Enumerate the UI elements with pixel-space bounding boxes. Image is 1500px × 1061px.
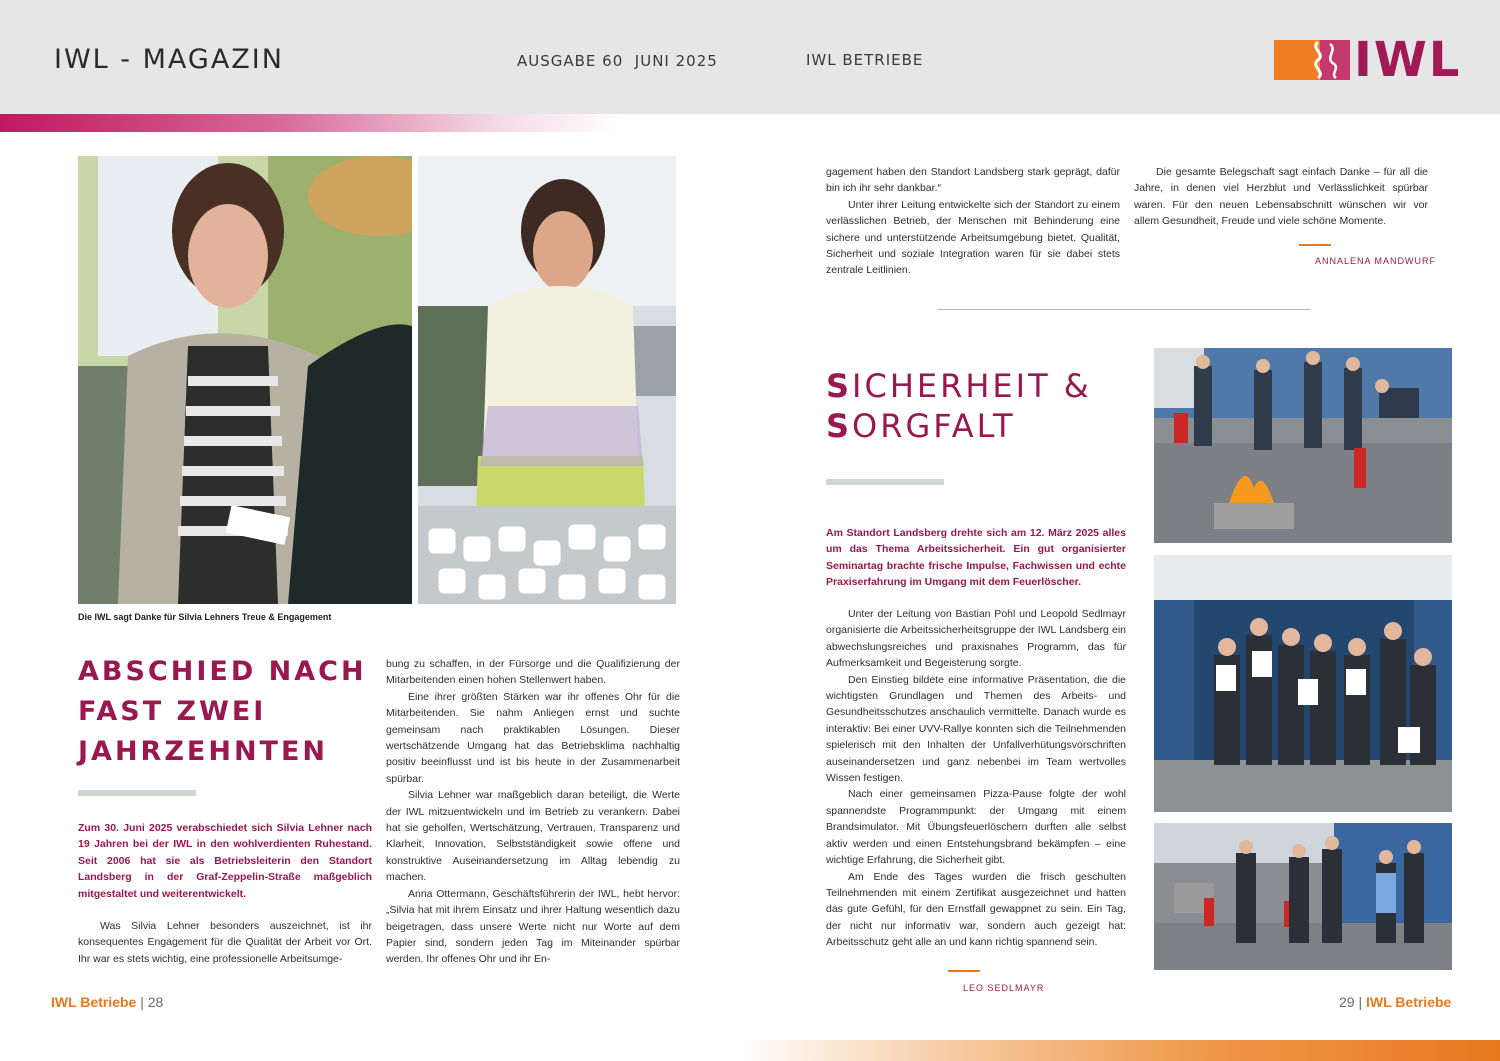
author-accent-line <box>948 970 980 972</box>
paragraph: Silvia Lehner war maßgeblich daran beteiligt, die Werte der IWL mitzuentwickeln und im Betrieb zu verankern. Dabei hat sie geholfen, Wertschätzung, Vertrauen, Transparenz und Klarheit, Innovation, Selbstständigkeit sowie offene und konstruktive Auseinandersetzung im Alltag lebendig zu machen. <box>386 789 680 884</box>
logo-text: IWL <box>1354 32 1462 88</box>
header-gradient-bar <box>0 114 620 132</box>
headline-line <box>826 406 1126 446</box>
headline-line: ABSCHIED NACH <box>78 656 367 687</box>
paragraph: gagement haben den Standort Landsberg stark geprägt, dafür bin ich ihr sehr dankbar.“ <box>826 166 1120 195</box>
article-continuation-col1 <box>826 164 1120 279</box>
paragraph: Unter ihrer Leitung entwickelte sich der Standort zu einem verlässlichen Betrieb, der Menschen mit Behinderung eine sichere und unterstützende Arbeitsumgebung bietet. Qualität, Sicherheit und soziale Integration waren für sie dabei stets zentrale Leitlinien. <box>826 198 1120 277</box>
footer-separator: | <box>1354 994 1366 1010</box>
paragraph: Unter der Leitung von Bastian Pohl und Leopold Sedlmayr organisierte die Arbeitssicherheitsgruppe der IWL Landsberg ein abwechslungsreiches und praxisnahes Programm, das für Aufmerksamkeit und Begeisterung sorgte. <box>826 608 1126 670</box>
paragraph: Nach einer gemeinsamen Pizza-Pause folgte der wohl spannendste Programmpunkt: der Umgang mit einem Brandsimulator. Mit Übungsfeuerlöschern durften alle selbst aktiv werden und einen Entstehungsbrand bekämpfen – eine wichtige Erfahrung, die Sicherheit gibt. <box>826 788 1126 867</box>
section-label: IWL BETRIEBE <box>806 51 924 69</box>
headline-rest: ORGFALT <box>852 407 1016 445</box>
article-headline-safety <box>826 366 1126 446</box>
photo-certificates-group <box>1154 555 1452 812</box>
article-body-safety <box>826 606 1126 951</box>
photo-silvia-portrait <box>78 156 412 604</box>
paragraph: bung zu schaffen, in der Fürsorge und die Qualifizierung der Mitarbeitenden einen hohen Stellenwert haben. <box>386 658 680 687</box>
headline-line: FAST ZWEI <box>78 696 267 727</box>
headline-divider-bar <box>78 790 196 796</box>
article-lead-safety: Am Standort Landsberg drehte sich am 12. März 2025 alles um das Thema Arbeitssicherheit. Ein gut organisierter Seminartag brachte frische Impulse, Fachwissen und echte Praxiserfahrung im Umgang mit dem Feuerlöscher. <box>826 527 1126 589</box>
headline-initial: S <box>826 367 853 405</box>
footer-right <box>1339 994 1451 1010</box>
headline-rest: ICHERHEIT & <box>852 367 1092 405</box>
article-headline-farewell <box>78 652 378 772</box>
page-number: 28 <box>147 994 164 1010</box>
photo-caption: Die IWL sagt Danke für Silvia Lehners Treue & Engagement <box>78 612 332 622</box>
photo-fire-training <box>1154 348 1452 543</box>
author-annalena: ANNALENA MANDWURF <box>1315 256 1437 266</box>
headline-initial: S <box>826 407 853 445</box>
footer-gradient-bar <box>740 1040 1500 1061</box>
article-body-col1 <box>78 918 372 967</box>
author-accent-line <box>1299 244 1331 246</box>
photo-group-outdoor <box>1154 823 1452 970</box>
paragraph: Die gesamte Belegschaft sagt einfach Danke – für all die Jahre, in denen viel Herzblut und Verlässlichkeit spürbar waren. Für den neuen Lebensabschnitt wünschen wir vor allem Gesundheit, Freude und viele schöne Momente. <box>1134 166 1428 228</box>
logo-mark-icon <box>1274 40 1350 80</box>
page-number: 29 <box>1339 994 1355 1010</box>
article-continuation-col2 <box>1134 164 1428 230</box>
iwl-logo <box>1274 32 1462 88</box>
footer-brand: IWL Betriebe <box>1366 994 1452 1010</box>
footer-left <box>51 994 163 1010</box>
footer-brand: IWL Betriebe <box>51 994 137 1010</box>
paragraph: Eine ihrer größten Stärken war ihr offenes Ohr für die Mitarbeitenden. Sie nahm Anliegen ernst und suchte gemeinsam nach praktikablen Lösungen. Dieser wertschätzende Umgang hat das Betriebsklima nachhaltig positiv beeinflusst und ist bis heute in der Zusammenarbeit spürbar. <box>386 690 680 785</box>
article-divider <box>938 309 1310 310</box>
headline-line: JAHRZEHNTEN <box>78 736 329 767</box>
issue-label: AUSGABE 60 JUNI 2025 <box>517 52 718 70</box>
photo-silvia-cups <box>418 156 676 604</box>
headline-divider-bar <box>826 479 944 485</box>
paragraph: Was Silvia Lehner besonders auszeichnet, ist ihr konsequentes Engagement für die Qualität der Arbeit vor Ort. Ihr war es stets wichtig, eine professionelle Arbeitsumge- <box>78 920 372 965</box>
article-body-col2 <box>386 656 680 968</box>
paragraph: Am Ende des Tages wurden die frisch geschulten Teilnehmenden mit einem Zertifikat ausgezeichnet und hatten das gute Gefühl, für den Ernstfall gewappnet zu sein. Ein Tag, der nicht nur informativ war, sondern auch gezeigt hat: Arbeitsschutz geht alle an und kann richtig spannend sein. <box>826 870 1126 949</box>
footer-separator: | <box>136 994 148 1010</box>
paragraph: Anna Ottermann, Geschäftsführerin der IWL, hebt hervor: „Silvia hat mit ihrem Einsatz und ihrer Haltung wesentlich dazu beigetragen, dass unsere Werte nicht nur Worte auf dem Papier sind, sondern jeden Tag im Miteinander spürbar werden. Ihr offenes Ohr und ihr En- <box>386 887 680 966</box>
paragraph: Den Einstieg bildete eine informative Präsentation, die die wichtigsten Grundlagen und Themen des Arbeits- und Gesundheitsschutzes anschaulich vermittelte. Danach wurde es interaktiv: Bei einer UVV-Rallye konnten sich die Teilnehmenden spielerisch mit den Inhalten der Unfallverhütungsvorschriften auseinandersetzen und ganz nebenbei im Team wertvolles Wissen festigen. <box>826 673 1126 785</box>
magazine-title: IWL - MAGAZIN <box>54 44 284 75</box>
headline-line <box>826 366 1126 406</box>
article-lead-farewell: Zum 30. Juni 2025 verabschiedet sich Silvia Lehner nach 19 Jahren bei der IWL in den wohlverdienten Ruhestand. Seit 2006 hat sie als Betriebsleiterin den Standort Landsberg in der Graf-Zeppelin-Straße maßgeblich mitgestaltet und weiterentwickelt. <box>78 822 372 900</box>
author-leo: LEO SEDLMAYR <box>963 983 1045 993</box>
